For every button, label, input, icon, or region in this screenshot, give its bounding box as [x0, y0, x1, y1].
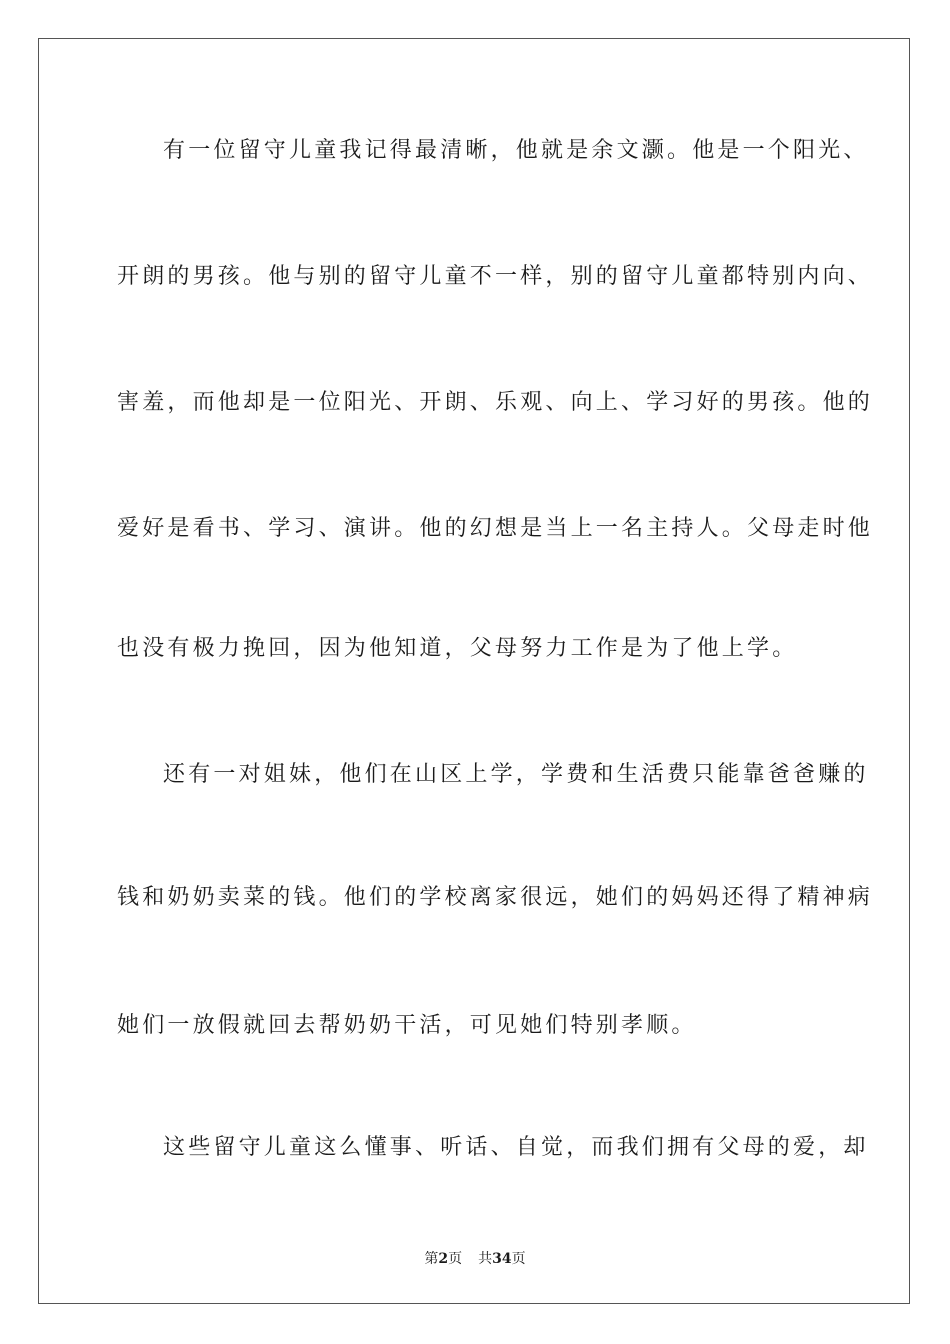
paragraph-2-line-3: 她们一放假就回去帮奶奶干活，可见她们特别孝顺。: [117, 1013, 697, 1038]
paragraph-2-line-2: 钱和奶奶卖菜的钱。他们的学校离家很远，她们的妈妈还得了精神病: [117, 885, 874, 910]
total-suffix: 页: [511, 1251, 526, 1267]
page-suffix: 页: [448, 1251, 463, 1267]
paragraph-2-line-1: 还有一对姐妹，他们在山区上学，学费和生活费只能靠爸爸赚的: [163, 762, 869, 787]
page-prefix: 第: [424, 1251, 439, 1267]
page-footer: [0, 1248, 950, 1268]
page-number: 2: [438, 1251, 449, 1267]
total-pages: 34: [492, 1251, 512, 1267]
page-border: [38, 38, 910, 1304]
paragraph-1-line-2: 开朗的男孩。他与别的留守儿童不一样，别的留守儿童都特别内向、: [117, 264, 874, 289]
paragraph-1-line-3: 害羞，而他却是一位阳光、开朗、乐观、向上、学习好的男孩。他的: [117, 390, 874, 415]
total-prefix: 共: [478, 1251, 493, 1267]
paragraph-3-line-1: 这些留守儿童这么懂事、听话、自觉，而我们拥有父母的爱，却: [163, 1135, 869, 1160]
paragraph-1-line-4: 爱好是看书、学习、演讲。他的幻想是当上一名主持人。父母走时他: [117, 516, 874, 541]
paragraph-1-line-5: 也没有极力挽回，因为他知道，父母努力工作是为了他上学。: [117, 636, 798, 661]
paragraph-1-line-1: 有一位留守儿童我记得最清晰，他就是余文灏。他是一个阳光、: [163, 138, 869, 163]
